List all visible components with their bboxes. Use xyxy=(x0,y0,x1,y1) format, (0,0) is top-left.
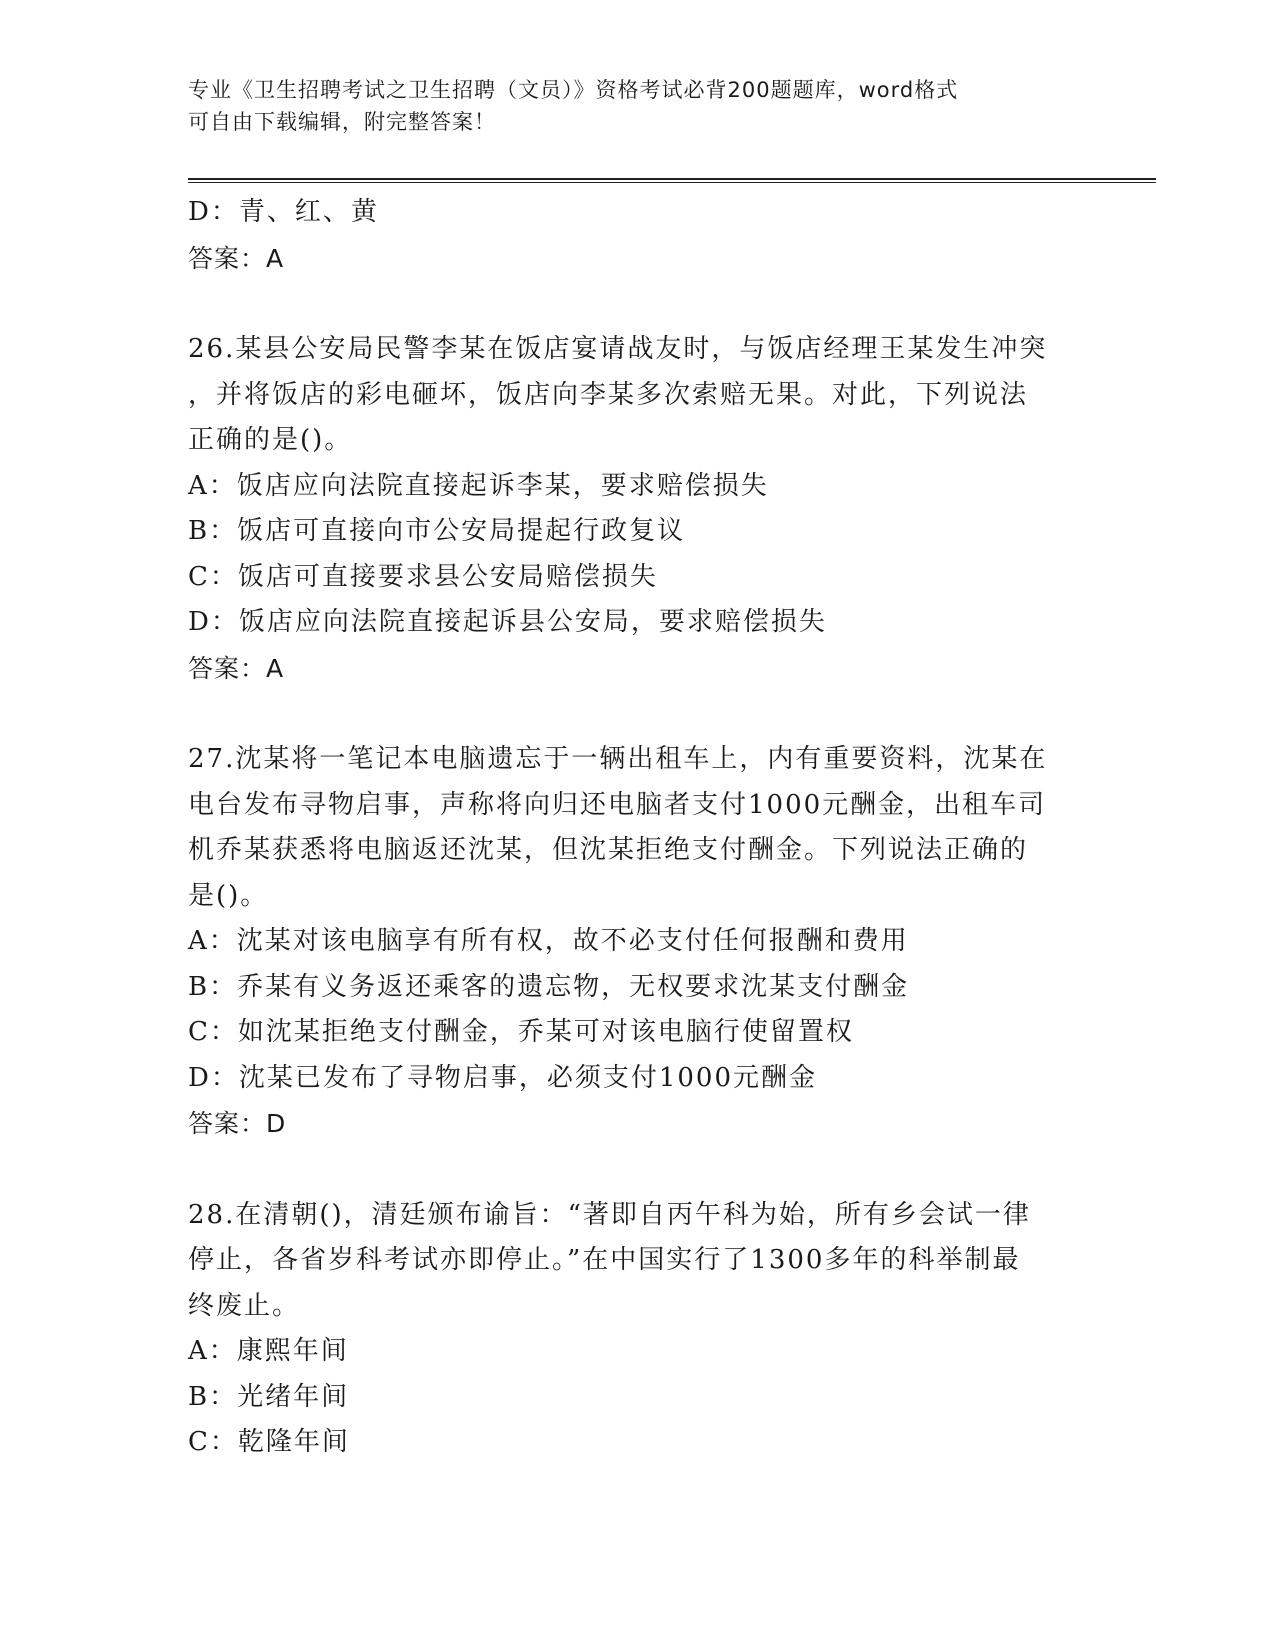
answer-line: 答案：A xyxy=(188,653,285,683)
block-spacer xyxy=(188,281,1088,327)
question-text-line: D：沈某已发布了寻物启事，必须支付1000元酬金 xyxy=(188,1062,818,1093)
question-text-line: C：饭店可直接要求县公安局赔偿损失 xyxy=(188,561,658,592)
header-title-line-2: 可自由下载编辑，附完整答案！ xyxy=(188,110,496,134)
block-spacer xyxy=(188,1147,1088,1193)
question-text-line: D：饭店应向法院直接起诉县公安局，要求赔偿损失 xyxy=(188,607,827,637)
question-text-line: ，并将饭店的彩电砸坏，饭店向李某多次索赔无果。对此，下列说法 xyxy=(188,379,1029,410)
question-text-line: 停止，各省岁科考试亦即停止。”在中国实行了1300多年的科举制最 xyxy=(188,1245,1021,1275)
question-text-line: A：饭店应向法院直接起诉李某，要求赔偿损失 xyxy=(188,470,769,501)
question-text-line: 正确的是()。 xyxy=(188,425,353,455)
question-text-line: B：饭店可直接向市公安局提起行政复议 xyxy=(188,516,686,546)
document-body xyxy=(188,190,1088,1466)
question-text-line: 终废止。 xyxy=(188,1290,301,1321)
question-block xyxy=(188,737,1088,1147)
answer-line: 答案：D xyxy=(188,1109,287,1138)
question-text-line: 机乔某获悉将电脑返还沈某，但沈某拒绝支付酬金。下列说法正确的 xyxy=(188,835,1029,865)
question-block xyxy=(188,190,1088,281)
header-title-line-1: 专业《卫生招聘考试之卫生招聘（文员）》资格考试必背200题题库，word格式 xyxy=(188,78,959,102)
question-block xyxy=(188,1193,1088,1466)
question-text-line: 27.沈某将一笔记本电脑遗忘于一辆出租车上，内有重要资料，沈某在 xyxy=(188,744,1048,774)
question-text-line: B：光绪年间 xyxy=(188,1381,350,1412)
question-text-line: 是()。 xyxy=(188,880,269,911)
question-text-line: C：乾隆年间 xyxy=(188,1427,350,1457)
question-text-line: A：康熙年间 xyxy=(188,1336,349,1366)
answer-line: 答案：A xyxy=(188,243,285,273)
question-text-line: C：如沈某拒绝支付酬金，乔某可对该电脑行使留置权 xyxy=(188,1017,854,1047)
question-text-line: A：沈某对该电脑享有所有权，故不必支付任何报酬和费用 xyxy=(188,926,909,956)
question-block xyxy=(188,327,1088,691)
question-text-line: 28.在清朝()，清廷颁布谕旨：“著即自丙午科为始，所有乡会试一律 xyxy=(188,1199,1031,1230)
block-spacer xyxy=(188,691,1088,737)
question-text-line: 电台发布寻物启事，声称将向归还电脑者支付1000元酬金，出租车司 xyxy=(188,789,1047,820)
question-text-line: D：青、红、黄 xyxy=(188,197,379,227)
question-text-line: 26.某县公安局民警李某在饭店宴请战友时，与饭店经理王某发生冲突 xyxy=(188,334,1048,364)
question-text-line: B：乔某有义务返还乘客的遗忘物，无权要求沈某支付酬金 xyxy=(188,971,910,1002)
header-divider xyxy=(188,178,1156,183)
document-header xyxy=(188,74,1068,138)
